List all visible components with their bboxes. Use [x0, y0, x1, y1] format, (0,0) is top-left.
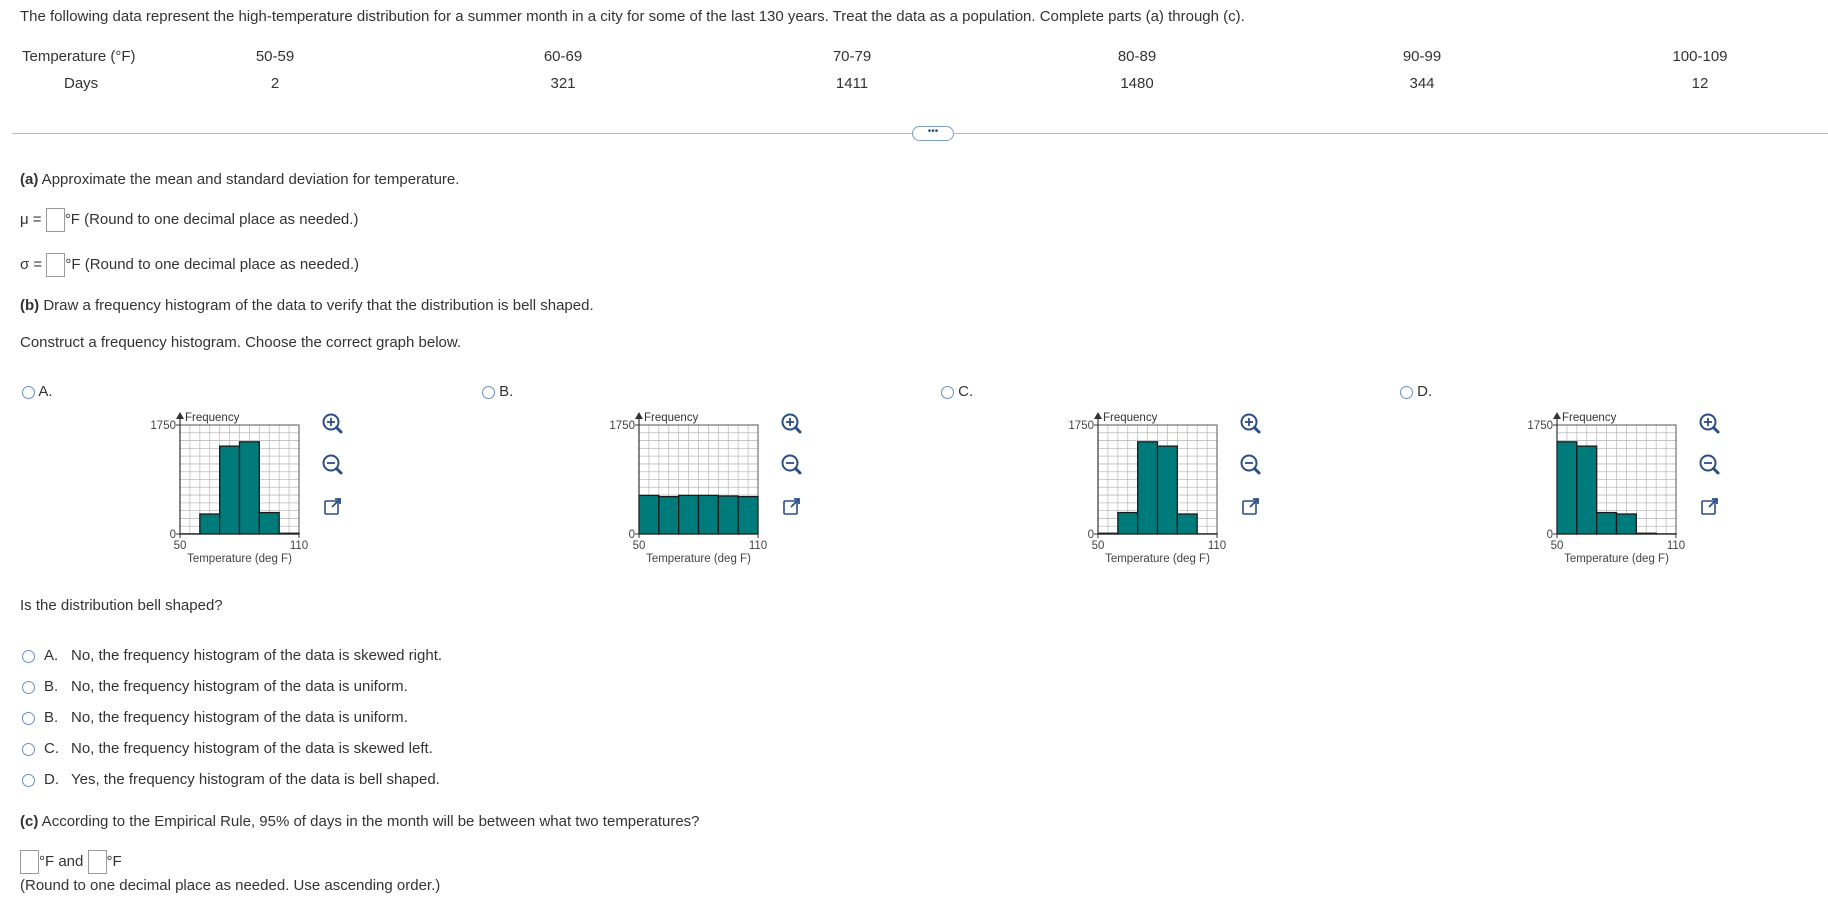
histogram-svg	[1048, 405, 1278, 575]
magnifier-handle	[1714, 469, 1719, 474]
bell-choice-d-radio[interactable]	[22, 774, 35, 787]
bell-choice-b-ghost[interactable]	[22, 678, 408, 695]
table-header-cell: 80-89	[1117, 48, 1157, 65]
histogram-svg	[1507, 405, 1737, 575]
y-tick-label: 1750	[1527, 420, 1553, 432]
x-tick-label: 110	[1207, 540, 1227, 552]
table-header-cell: 90-99	[1402, 48, 1442, 65]
x-axis-label: Temperature (deg F)	[1564, 553, 1669, 565]
y-tick-label: 0	[1087, 529, 1094, 541]
part-b-prompt	[20, 297, 594, 314]
part-a-label: (a)	[20, 171, 39, 188]
histogram-bar	[279, 533, 299, 534]
x-tick-label: 50	[1550, 540, 1564, 552]
bell-choice-b-letter: B.	[44, 709, 59, 726]
x-axis-label: Temperature (deg F)	[646, 553, 751, 565]
magnifier-handle	[1255, 469, 1260, 474]
histogram-bar	[1098, 533, 1118, 534]
histogram-svg	[130, 405, 360, 575]
y-axis-arrow	[1094, 412, 1102, 419]
sigma-answer-row	[20, 253, 359, 277]
zoom-in-icon[interactable]	[783, 415, 801, 433]
table-value-cell: 2	[270, 75, 280, 92]
part-c-answer-row	[20, 850, 122, 874]
table-value-cell: 321	[550, 75, 576, 92]
histogram-option-b	[589, 405, 819, 575]
bell-choice-d-letter: D.	[44, 771, 59, 788]
part-c-prompt	[20, 813, 700, 830]
magnifier-handle	[1255, 428, 1260, 433]
histogram-bar	[259, 513, 279, 534]
magnifier-handle	[796, 469, 801, 474]
table-header-cell: 70-79	[832, 48, 872, 65]
zoom-out-icon[interactable]	[1701, 456, 1719, 474]
graph-option-a[interactable]	[22, 383, 53, 400]
zoom-in-icon[interactable]	[1242, 415, 1260, 433]
zoom-out-icon[interactable]	[324, 456, 342, 474]
upper-temp-unit: °F	[106, 852, 122, 870]
histogram-bar	[718, 496, 738, 534]
histogram-bar	[1118, 513, 1138, 534]
y-tick-label: 1750	[609, 420, 635, 432]
x-axis-label: Temperature (deg F)	[1105, 553, 1210, 565]
histogram-svg	[589, 405, 819, 575]
histogram-bar	[1138, 442, 1158, 534]
bell-choice-b-text: No, the frequency histogram of the data is uniform.	[71, 709, 408, 726]
y-axis-label: Frequency	[185, 412, 240, 424]
histogram-bar	[240, 442, 260, 534]
mu-symbol: μ =	[20, 210, 42, 228]
part-a-text: Approximate the mean and standard deviation for temperature.	[38, 171, 460, 188]
popout-icon[interactable]	[1243, 499, 1258, 514]
popout-icon[interactable]	[784, 499, 799, 514]
lower-temp-input[interactable]	[20, 850, 39, 874]
bell-choice-b-ghost-text: No, the frequency histogram of the data is uniform.	[71, 678, 408, 695]
graph-option-d-letter: D.	[1417, 383, 1433, 400]
magnifier-handle	[796, 428, 801, 433]
x-tick-label: 110	[1666, 540, 1686, 552]
y-axis-arrow	[635, 412, 643, 419]
table-value-cell: 1411	[835, 75, 869, 92]
graph-option-d[interactable]	[1400, 383, 1432, 400]
histogram-bar	[659, 497, 679, 534]
table-days-label: Days	[64, 75, 99, 92]
x-tick-label: 110	[748, 540, 768, 552]
histogram-bar	[1158, 446, 1178, 534]
bell-choice-c[interactable]	[22, 740, 433, 757]
y-tick-label: 0	[169, 529, 176, 541]
histogram-bar	[1557, 442, 1577, 534]
y-axis-label: Frequency	[1562, 412, 1617, 424]
bell-choice-c-radio[interactable]	[22, 743, 35, 756]
histogram-option-c	[1048, 405, 1278, 575]
part-c-text: According to the Empirical Rule, 95% of days in the month will be between what two temperatures?	[38, 813, 700, 830]
y-tick-label: 1750	[150, 420, 176, 432]
and-word: and	[54, 852, 84, 870]
histogram-bar	[1577, 446, 1597, 534]
mu-input[interactable]	[46, 208, 65, 232]
bell-choice-b[interactable]	[22, 709, 408, 726]
graph-option-c-radio[interactable]	[941, 386, 954, 399]
graph-option-b-letter: B.	[499, 383, 514, 400]
y-tick-label: 1750	[1068, 420, 1094, 432]
upper-temp-input[interactable]	[88, 850, 107, 874]
graph-option-b[interactable]	[482, 383, 513, 400]
popout-icon[interactable]	[325, 499, 340, 514]
problem-intro: The following data represent the high-temperature distribution for a summer month in a city for some of the last 130 years. Treat the data as a population. Complete parts (a) through (c).	[20, 8, 1245, 25]
table-value-cell: 12	[1691, 75, 1709, 92]
mu-unit: °F	[64, 210, 80, 228]
histogram-bar	[1617, 514, 1637, 534]
sigma-unit: °F	[65, 255, 81, 273]
graph-option-a-radio[interactable]	[22, 386, 35, 399]
part-b-instruction: Construct a frequency histogram. Choose the correct graph below.	[20, 334, 462, 351]
part-b-label: (b)	[20, 297, 40, 314]
histogram-option-a	[130, 405, 360, 575]
zoom-out-icon[interactable]	[1242, 456, 1260, 474]
popout-icon[interactable]	[1702, 499, 1717, 514]
zoom-in-icon[interactable]	[1701, 415, 1719, 433]
bell-choice-b-radio[interactable]	[22, 712, 35, 725]
lower-temp-unit: °F	[39, 852, 55, 870]
graph-option-c[interactable]	[941, 383, 973, 400]
sigma-symbol: σ =	[20, 255, 43, 273]
table-header-cell: 60-69	[543, 48, 583, 65]
x-tick-label: 50	[1091, 540, 1105, 552]
x-tick-label: 50	[632, 540, 646, 552]
x-tick-label: 50	[173, 540, 187, 552]
y-tick-label: 0	[1546, 529, 1553, 541]
bell-choice-d-text: Yes, the frequency histogram of the data is bell shaped.	[71, 771, 440, 788]
bell-choice-b-ghost-letter: B.	[44, 678, 59, 695]
table-header-cell: 100-109	[1672, 48, 1728, 65]
zoom-in-icon[interactable]	[324, 415, 342, 433]
part-c-round-note: (Round to one decimal place as needed. Use ascending order.)	[20, 877, 441, 894]
histogram-bar	[679, 495, 699, 534]
histogram-bar	[1636, 533, 1656, 534]
histogram-bar	[1177, 514, 1197, 534]
table-value-cell: 344	[1409, 75, 1435, 92]
bell-choice-a[interactable]	[22, 647, 442, 664]
y-tick-label: 0	[628, 529, 635, 541]
bell-choice-b-ghost-radio[interactable]	[22, 681, 35, 694]
y-axis-arrow	[1553, 412, 1561, 419]
histogram-bar	[200, 514, 220, 534]
histogram-option-d	[1507, 405, 1737, 575]
sigma-round-note: (Round to one decimal place as needed.)	[84, 255, 360, 273]
graph-option-b-radio[interactable]	[482, 386, 495, 399]
bell-choice-a-letter: A.	[44, 647, 59, 664]
magnifier-handle	[1714, 428, 1719, 433]
x-tick-label: 110	[289, 540, 309, 552]
bell-choice-c-letter: C.	[44, 740, 59, 757]
sigma-input[interactable]	[46, 253, 65, 277]
magnifier-handle	[337, 469, 342, 474]
histogram-bar	[1597, 513, 1617, 534]
part-a-prompt	[20, 171, 459, 188]
bell-question: Is the distribution bell shaped?	[20, 597, 223, 614]
mu-answer-row	[20, 208, 358, 232]
graph-option-a-letter: A.	[38, 383, 53, 400]
table-value-cell: 1480	[1120, 75, 1154, 92]
y-axis-arrow	[176, 412, 184, 419]
mu-round-note: (Round to one decimal place as needed.)	[84, 210, 359, 228]
graph-option-c-letter: C.	[958, 383, 974, 400]
table-temperature-label: Temperature (°F)	[22, 48, 136, 65]
y-axis-label: Frequency	[1103, 412, 1158, 424]
zoom-out-icon[interactable]	[783, 456, 801, 474]
bell-choice-c-text: No, the frequency histogram of the data is skewed left.	[71, 740, 433, 757]
histogram-bar	[639, 495, 659, 534]
bell-choice-a-text: No, the frequency histogram of the data is skewed right.	[71, 647, 443, 664]
histogram-bar	[738, 497, 758, 534]
bell-choice-a-radio[interactable]	[22, 650, 35, 663]
table-header-cell: 50-59	[255, 48, 295, 65]
magnifier-handle	[337, 428, 342, 433]
x-axis-label: Temperature (deg F)	[187, 553, 292, 565]
graph-option-d-radio[interactable]	[1400, 386, 1413, 399]
part-b-text: Draw a frequency histogram of the data to verify that the distribution is bell shaped.	[39, 297, 594, 314]
part-c-label: (c)	[20, 813, 39, 830]
expand-more-button[interactable]: •••	[912, 126, 954, 141]
histogram-bar	[699, 495, 719, 534]
histogram-bar	[220, 446, 240, 534]
bell-choice-d[interactable]	[22, 771, 440, 788]
y-axis-label: Frequency	[644, 412, 699, 424]
